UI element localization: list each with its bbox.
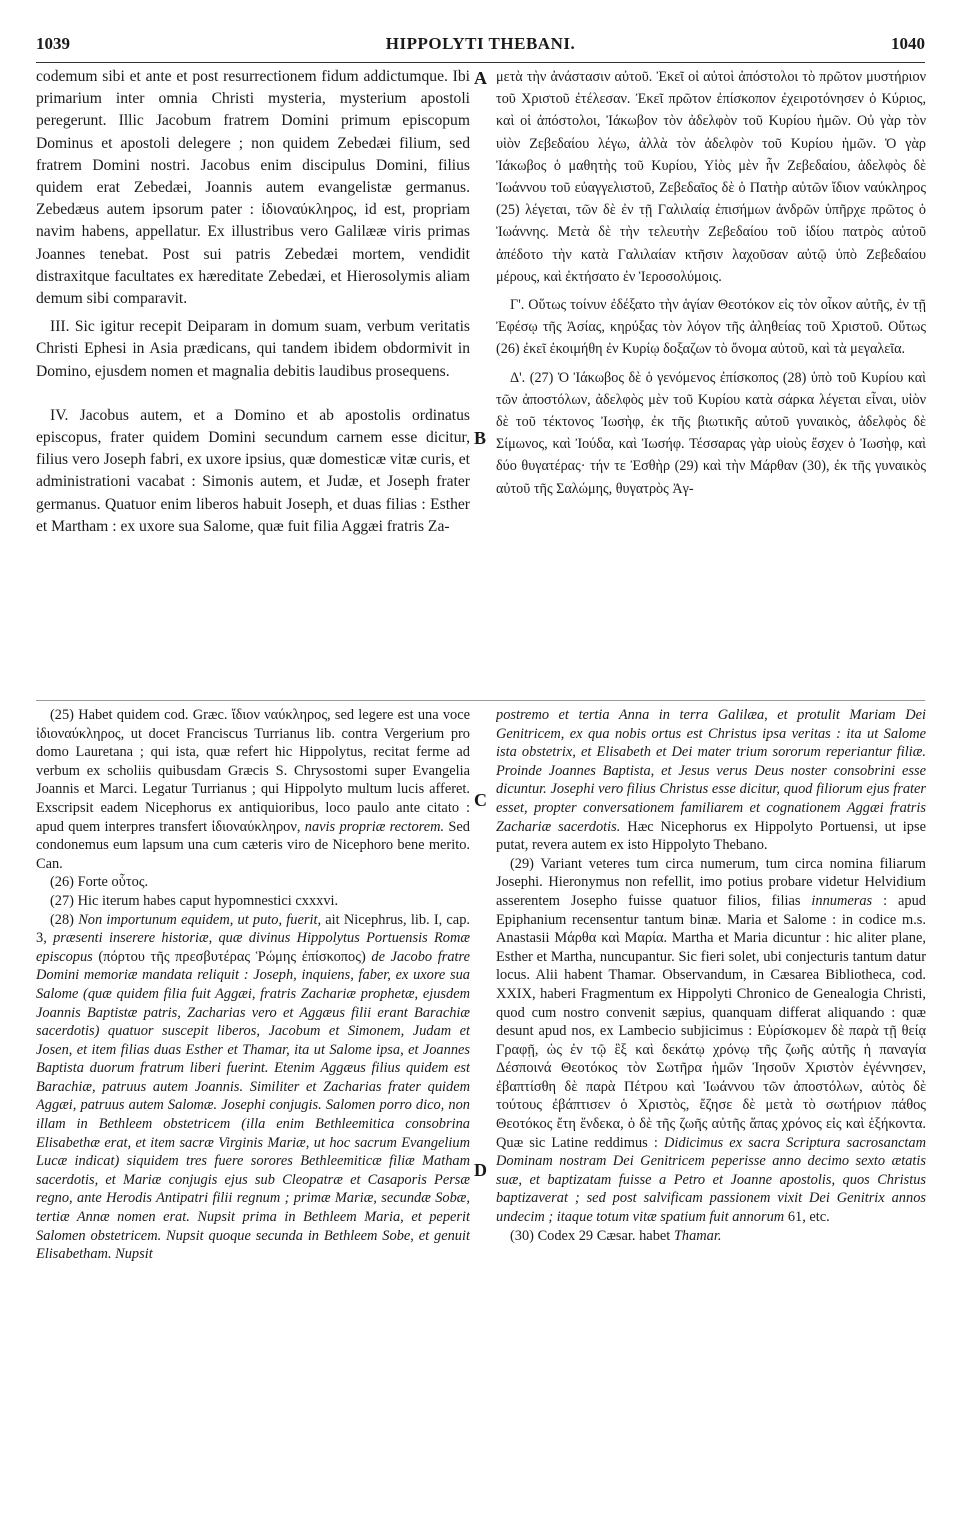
notes-separator — [36, 700, 925, 701]
greek-paragraph-3: Δ'. (27) Ὁ Ἰάκωβος δὲ ὁ γενόμενος ἐπίσκοπος (28) ὑπὸ τοῦ Κυρίου καὶ τῶν ἀποστόλων, ἀδελφὸς μὲν τοῦ Κυρίου κατὰ σάρκα λέγεται εἶναι, υἱὸν δὲ τοῦ τέκτονος Ἰωσὴφ, ἐκ τῆς βιωτικῆς αὐτοῦ γυναικὸς, ἀδελφὸς δὲ Σίμωνος, καὶ Ἰούδα, καὶ Ἰωσήφ. Τέσσαρας γὰρ υἱοὺς ἔσχεν ὁ Ἰωσὴφ, καὶ δύο θυγατέρας· τήν τε Ἐσθὴρ (29) καὶ τὴν Μάρθαν (30), ἐκ τῆς γυναικὸς αὐτοῦ τῆς Σαλώμης, θυγατρὸς Ἀγ- — [496, 369, 926, 497]
page-number-left: 1039 — [36, 34, 70, 53]
greek-paragraph-2: Γ'. Οὕτως τοίνυν ἐδέξατο τὴν ἁγίαν Θεοτόκον εἰς τὸν οἶκον αὐτῆς, ἐν τῇ Ἐφέσῳ τῆς Ἀσίας, κηρύξας τὸν λόγον τῆς ἀληθείας τοῦ Χριστοῦ. Οὕτως (26) ἐκεῖ ἐκοιμήθη ἐν Κυρίῳ δοξαζων τὸ ὄνομα αὐτοῦ, καὶ τὰ μεγαλεῖα. — [496, 297, 926, 358]
note-25: (25) Habet quidem cod. Græc. ἴδιον ναύκληρος, sed legere est una voce ἰδιοναύκληρος, ut docet Franciscus Turrianus lib. contra Vergerium pro domo Lauretana ; qui ista, quæ refert hic Hippolytus, recitat ferme ad verbum ex scholiis quibusdam Græcis S. Chrysostomi super Evangelia Joannis et Marci. Legatur Turrianus ; qui Hippolyto multum lucis afferet. Exscripsit eadem Nicephorus ex antiquioribus, loco paulo ante citato : apud quem interpres transfert ἰδιοναύκληρον, navis propriæ rectorem. Sed condonemus eum lapsum una cum cæteris viro de Nicephoro bene merito. Can. — [36, 707, 470, 872]
note-27: (27) Hic iterum habes caput hypomnestici cxxxvi. — [50, 892, 339, 909]
notes-right-column — [496, 706, 926, 1506]
greek-text-column — [496, 66, 926, 696]
latin-paragraph-2: III. Sic igitur recepit Deiparam in domum suam, verbum veritatis Christi Ephesi in Asia prædicans, qui tandem ibidem obdormivit in Domino, ejusdem nomen et magnalia debitis laudibus prosequens. — [36, 318, 470, 380]
note-29: (29) Variant veteres tum circa numerum, tum circa nomina filiarum Josephi. Hieronymus non refellit, imo potius probare videtur Helvidium asserentem Josepho fuisse quatuor filios, filias innumeras : apud Epiphanium recensentur tantum binæ. Maria et Salome : in codice m.s. Anastasii Μάρθα καὶ Μαρία. Martha et Maria dicuntur : hic aliter plane, Esther et Martha, nuncupantur. Sic fieri solet, ubi conjecturis tantum datur locus. Alii habent Thamar. Observandum, in Cæsarea Bibliotheca, cod. XXIX, haberi Fragmentum ex Hippolyti Chronico de Genealogia Christi, quod cum nostro convenit sæpius, quanquam differat aliquando : quæ desunt apud nos, ex Lambecio subjicimus : Εὑρίσκομεν δὲ παρὰ τῇ θείᾳ Γραφῇ, ὡς ἐν τῷ ἓξ καὶ δεκάτῳ χρόνῳ τῆς ζωῆς αὐτῆς ἡ παναγία Δέσποινά Θεοτόκος τὸν Σωτῆρα ἡμῶν Ἰησοῦν Χριστὸν ἐγέννησεν, ἐβαπτίσθη δὲ παρὰ Πέτρου καὶ Ἰωάννου τῶν ἀποστόλων, αὐτὸς δὲ τούτους ἐβάπτισεν ὁ Χριστὸς, ἔζησε δὲ μετὰ τὸ σωτήριον πάθος Θεοτόκος ἔτη ἕνδεκα, ὁ δὲ τῆς ζωῆς αὐτῆς ἅπας χρόνος εἰς καὶ ἑξήκοντα. Quæ sic Latine reddimus : Didicimus ex sacra Scriptura sacrosanctam Dominam nostram Dei Genitricem peperisse anno decimo sexto ætatis suæ, et baptizatam fuisse a Petro et Joanne apostolis, quos Christus baptizaverat ; sed post salvificam passionem vixit Dei Genitrix annos undecim ; itaque totum vitæ spatium fuit annorum 61, etc. — [496, 855, 926, 1226]
margin-marker-c: C — [474, 790, 487, 810]
note-30: (30) Codex 29 Cæsar. habet Thamar. — [510, 1227, 722, 1244]
note-28-continued: postremo et tertia Anna in terra Galilæa, et protulit Mariam Dei Genitricem, ex qua nobis ortus est Christus ipsa veritas : ita ut Salome ista obstetrix, et Elisabeth et Dei mater trium sororum reperiantur filiæ. Proinde Joannes Baptista, et Jesus verus Deus noster consobrini esse dicuntur. Josephi vero filius Christus esse dicitur, quod filiorum ejus frater esset, propter conversationem familiarem et cognationem Aggæi fratris Zachariæ sacerdotis. Hæc Nicephorus ex Hippolyto Portuensi, ut ipse putat, revera autem ex isto Hippolyto Thebano. — [496, 707, 926, 854]
greek-paragraph-1: μετὰ τὴν ἀνάστασιν αὐτοῦ. Ἐκεῖ οἱ αὐτοὶ ἀπόστολοι τὸ πρῶτον μυστήριον τοῦ Χριστοῦ ἐτέλεσαν. Ἐκεῖ πρῶτον ἐπίσκοπον ἐχειροτόνησεν ὁ Κύριος, καὶ οἱ ἀπόστολοι, Ἰάκωβον τὸν ἀδελφὸν τοῦ Κυρίου ἡμῶν. Οὐ γὰρ τὸν υἱὸν Ζεβεδαίου λέγω, ἀλλὰ τὸν ἀδελφὸν τοῦ Κυρίου ἡμῶν. Ὁ γὰρ Ἰάκωβος ὁ μαθητὴς τοῦ Κυρίου, Υἱὸς μὲν ἦν Ζεβεδαίου, ἀδελφὸς δὲ Ἰωάννου τοῦ εὐαγγελιστοῦ, Ζεβεδαῖος δὲ ὁ Πατὴρ αὐτῶν ἴδιον ναύκληρος (25) λέγεται, τῶν δὲ ἐν τῇ Γαλιλαίᾳ ἐπισήμων ἀνδρῶν ὑπῆρχε πρῶτος ὁ Ἰωάννης. Μετὰ δὲ τὴν τελευτὴν Ζεβεδαίου τοῦ ἰδίου πατρὸς αὐτοῦ ἀπέδοτο τὴν κατὰ Γαλιλαίαν κτῆσιν λαχοῦσαν αὐτῷ ὑπὸ Ζεβεδαίου μέρους, καὶ ἐκτήσατο ἐν Ἱεροσολύμοις. — [496, 69, 926, 285]
latin-text-column — [36, 66, 470, 696]
running-title: HIPPOLYTI THEBANI. — [385, 34, 576, 53]
margin-marker-a: A — [474, 68, 487, 88]
latin-paragraph-3: IV. Jacobus autem, et a Domino et ab apostolis ordinatus episcopus, frater quidem Domini secundum carnem esse dicitur, filius vero Joseph fabri, ex uxore ipsius, quæ domesticæ vitæ curis, et administrationi vacabat : Simonis autem, et Judæ, et Joseph frater germanus. Quatuor enim liberos habuit Joseph, et duas filias : Esther et Martham : ex uxore sua Salome, quæ fuit filia Aggæi fratris Za- — [36, 406, 470, 535]
note-28: (28) Non importunum equidem, ut puto, fuerit, ait Nicephrus, lib. I, cap. 3, præsenti inserere historiæ, quæ divinus Hippolytus Portuensis Romæ episcopus (πόρτου τῆς πρεσβυτέρας Ῥώμης ἐπίσκοπος) de Jacobo fratre Domini memoriæ mandata reliquit : Joseph, inquiens, faber, ex uxore sua Salome (quæ quidem filia fuit Aggæi, fratris Zachariæ prophetæ, ejusdem Joannis Baptistæ patris, Zacharias vero et Aggæus filii erant Barachiæ sacerdotis) quatuor suscepit liberos, Jacobum et Simonem, Judam et Josen, et item filias duas Esther et Thamar, ita ut Salome ipsa, et Joannes Baptista duorum fratrum liberi fuerint. Etenim Aggæus filius quidem est Barachiæ, patruus autem Joannis. Similiter et Zacharias frater quidem Aggæi, patruus autem Salomæ. Josephi conjugis. Salomen porro dico, non illam in Bethleem obstetricem (illa enim Bethleemitica consobrina Elisabethæ erat, et item sacræ Virginis Mariæ, ut hoc sacrum Evangelium Lucæ indicat) siquidem tres fuere sorores Bethleemiticæ filiæ Matham sacerdotis, et Mariæ conjugis ejus sub Cleopatræ et Casaporis Persæ regno, ante Herodis Antipatri filii regnum ; primæ Mariæ, secundæ Sobæ, tertiæ Annæ nomen erat. Nupsit prima in Bethleem Maria, et peperit Salomen obstetricem. Nupsit quoque secunda in Bethleem Sobe, et genuit Elisabetham. Nupsit — [36, 911, 470, 1263]
notes-left-column — [36, 706, 470, 1478]
page-number-right: 1040 — [891, 34, 925, 53]
margin-marker-d: D — [474, 1160, 487, 1180]
note-26: (26) Forte οὗτος. — [50, 874, 149, 891]
header-rule — [36, 62, 925, 63]
latin-paragraph-1: codemum sibi et ante et post resurrectionem fidum addictumque. Ibi primarium inter omnia Christi mysteria, mysterium apostoli peregerunt. Illic Jacobum fratrem Domini primum episcopum Dominus et apostoli delegere ; non quidem Zebedæi filium, sed fratrem Domini nostri. Jacobus enim discipulus Domini, filius quidem erat Zebedæi, Joannis autem evangelistæ germanus. Zebedæus autem ipsorum pater : ἰδιοναύκληρος, id est, propriam navim habens, appellatur. Ex illustribus vero Galilææ viris primas Joannes tenebat. Post sui patris Zebedæi mortem, vendidit distraxitque facultates ex hæreditate Zebedæi, et Hierosolymis aliam demum sibi comparavit. — [36, 68, 470, 308]
margin-marker-b: B — [474, 428, 487, 448]
running-header — [36, 34, 925, 58]
